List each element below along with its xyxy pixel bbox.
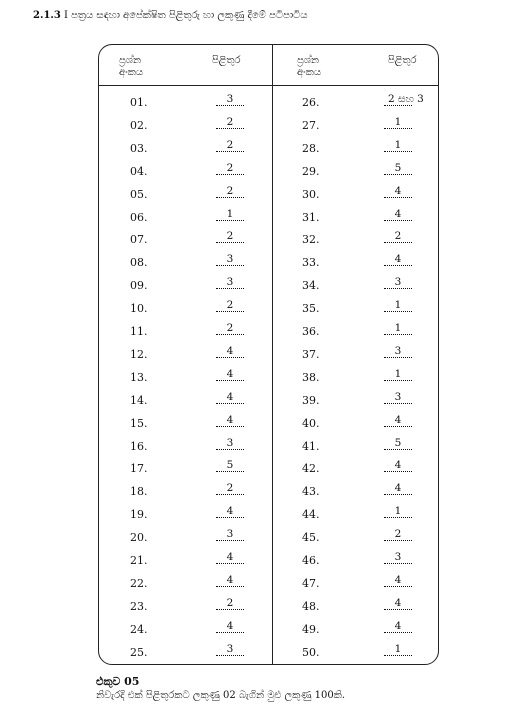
question-number: 39. — [302, 393, 320, 407]
answer-dotted-line — [216, 609, 244, 610]
question-number: 26. — [302, 96, 320, 109]
answer-dotted-line — [384, 357, 412, 358]
answer-dotted-line — [216, 471, 244, 472]
question-number: 22. — [130, 576, 148, 590]
answer-dotted-line — [384, 494, 412, 495]
answer-value: 4 — [394, 413, 402, 426]
table-row — [130, 231, 256, 247]
answer-value: 4 — [226, 390, 234, 403]
question-number: 17. — [130, 462, 148, 476]
answer-dotted-line — [384, 197, 412, 198]
table-row — [302, 231, 424, 247]
question-number: 44. — [302, 508, 320, 522]
question-number: 46. — [302, 554, 320, 567]
answer-value: 1 — [394, 367, 402, 380]
answer-dotted-line — [216, 151, 244, 152]
table-row — [130, 506, 256, 522]
table-row — [302, 415, 424, 431]
answer-dotted-line — [384, 128, 412, 129]
table-row — [130, 598, 256, 614]
question-number: 11. — [130, 325, 148, 338]
answer-dotted-line — [384, 517, 412, 518]
table-row — [130, 346, 256, 362]
table-row — [302, 552, 424, 568]
table-row — [130, 438, 256, 454]
answer-value: 4 — [394, 482, 402, 495]
answer-dotted-line — [216, 265, 244, 266]
answer-value: 4 — [226, 344, 234, 357]
answer-dotted-line — [384, 471, 412, 472]
answer-dotted-line — [384, 380, 412, 381]
answer-value: 5 — [394, 161, 402, 174]
question-number: 18. — [130, 485, 148, 499]
table-row — [130, 209, 256, 225]
answer-value: 1 — [394, 642, 402, 655]
answer-value: 3 — [394, 390, 402, 403]
answer-dotted-line — [216, 655, 244, 656]
table-row — [302, 277, 424, 293]
answer-dotted-line — [384, 311, 412, 312]
table-row — [302, 575, 424, 591]
table-row — [302, 460, 424, 476]
answer-value: 2 — [226, 230, 234, 243]
answer-dotted-line — [216, 380, 244, 381]
answer-dotted-line — [384, 426, 412, 427]
answer-dotted-line — [216, 357, 244, 358]
answer-value: 3 — [226, 253, 234, 266]
answer-dotted-line — [384, 151, 412, 152]
answer-value: 4 — [394, 207, 402, 220]
answer-dotted-line — [216, 128, 244, 129]
table-row — [130, 415, 256, 431]
answer-value: 4 — [226, 573, 234, 586]
answer-value: 2 — [394, 528, 402, 541]
table-row — [302, 598, 424, 614]
table-row — [302, 346, 424, 362]
answer-value: 4 — [226, 413, 234, 426]
table-row — [130, 575, 256, 591]
table-row — [302, 644, 424, 660]
question-number: 24. — [130, 622, 148, 636]
table-row — [130, 552, 256, 568]
question-number: 15. — [130, 416, 148, 430]
answer-dotted-line — [216, 632, 244, 633]
answer-dotted-line — [384, 174, 412, 175]
answer-dotted-line — [384, 655, 412, 656]
table-row — [130, 323, 256, 339]
question-number: 19. — [130, 508, 148, 522]
answer-value: 1 — [226, 207, 234, 220]
answer-dotted-line — [384, 105, 412, 106]
answer-dotted-line — [216, 586, 244, 587]
question-number: 38. — [302, 370, 320, 384]
answer-dotted-line — [384, 586, 412, 587]
table-row — [302, 483, 424, 499]
question-number: 20. — [130, 531, 148, 545]
answer-value: 3 — [226, 528, 234, 541]
question-number: 28. — [302, 141, 320, 155]
question-number: 30. — [302, 187, 320, 201]
answer-value: 4 — [394, 184, 402, 197]
table-row — [302, 369, 424, 385]
answer-dotted-line — [384, 403, 412, 404]
answer-value: 4 — [394, 573, 402, 586]
table-row — [302, 140, 424, 156]
answer-value: 4 — [394, 459, 402, 472]
question-number: 45. — [302, 531, 320, 545]
question-number: 27. — [302, 118, 320, 132]
table-row — [302, 621, 424, 637]
question-number: 08. — [130, 256, 148, 270]
answer-value: 3 — [226, 436, 234, 449]
answer-value: 4 — [226, 551, 234, 563]
answer-value: 3 — [226, 276, 234, 289]
answer-dotted-line — [384, 220, 412, 221]
section-heading — [33, 9, 308, 23]
answer-value: 3 — [394, 276, 402, 289]
answer-dotted-line — [216, 540, 244, 541]
answer-dotted-line — [384, 265, 412, 266]
answer-value: 4 — [226, 619, 234, 632]
answer-value: 1 — [394, 115, 402, 128]
right-question-no-header: ප්‍රශ්න අංකය — [297, 55, 322, 78]
question-number: 13. — [130, 370, 148, 384]
question-number: 42. — [302, 462, 320, 476]
question-number: 35. — [302, 302, 320, 316]
question-number: 29. — [302, 164, 320, 178]
question-number: 37. — [302, 347, 320, 361]
table-row — [130, 369, 256, 385]
answer-dotted-line — [216, 105, 244, 106]
answer-dotted-line — [216, 449, 244, 450]
answer-value: 4 — [226, 505, 234, 518]
answer-value: 2 — [226, 161, 234, 174]
table-row — [130, 163, 256, 179]
right-answer-header: පිළිතුර — [388, 55, 417, 66]
table-row — [302, 163, 424, 179]
answer-dotted-line — [216, 311, 244, 312]
table-row — [302, 209, 424, 225]
table-row — [130, 483, 256, 499]
question-number: 06. — [130, 210, 148, 224]
answer-dotted-line — [216, 242, 244, 243]
question-number: 09. — [130, 279, 148, 293]
unit-title: එකුව 05 — [96, 675, 140, 688]
question-number: 12. — [130, 347, 148, 361]
question-number: 32. — [302, 233, 320, 247]
answer-value: 4 — [394, 596, 402, 609]
question-number: 34. — [302, 279, 320, 293]
answer-dotted-line — [216, 220, 244, 221]
question-number: 10. — [130, 302, 148, 316]
question-number: 25. — [130, 645, 148, 659]
table-row — [302, 186, 424, 202]
question-number: 40. — [302, 416, 320, 430]
table-row — [130, 117, 256, 133]
section-number: 2.1.3 — [33, 10, 61, 21]
table-row — [302, 438, 424, 454]
answer-value: 2 — [226, 115, 234, 128]
question-number: 21. — [130, 554, 148, 567]
table-row — [130, 300, 256, 316]
answer-value: 1 — [394, 322, 402, 334]
answer-value: 2 — [226, 138, 234, 151]
answer-value: 2 සහ 3 — [388, 93, 424, 105]
question-number: 49. — [302, 622, 320, 636]
question-number: 43. — [302, 485, 320, 499]
table-row — [302, 254, 424, 270]
answer-dotted-line — [216, 494, 244, 495]
answer-value: 5 — [226, 459, 234, 472]
question-number: 33. — [302, 256, 320, 270]
answer-value: 2 — [226, 322, 234, 334]
table-row — [302, 300, 424, 316]
question-number: 23. — [130, 599, 148, 613]
table-row — [130, 94, 256, 110]
answer-value: 2 — [226, 596, 234, 609]
answer-value: 3 — [394, 344, 402, 357]
answer-value: 1 — [394, 138, 402, 151]
answer-value: 5 — [394, 436, 402, 449]
answer-dotted-line — [384, 563, 412, 564]
left-answer-header: පිළිතුර — [212, 55, 241, 66]
answer-value: 2 — [226, 299, 234, 312]
table-row — [130, 621, 256, 637]
answer-dotted-line — [216, 288, 244, 289]
answer-dotted-line — [216, 517, 244, 518]
question-number: 04. — [130, 164, 148, 178]
answer-dotted-line — [216, 174, 244, 175]
question-number: 16. — [130, 439, 148, 453]
table-row — [130, 392, 256, 408]
question-number: 07. — [130, 233, 148, 247]
section-title: I පත්‍රය සඳහා අපේක්ෂිත පිළිතුරු හා ලකුණු දීමේ පටිපාටිය — [64, 10, 308, 21]
question-number: 02. — [130, 118, 148, 132]
answer-value: 1 — [394, 299, 402, 312]
table-row — [130, 529, 256, 545]
table-row — [302, 529, 424, 545]
question-number: 31. — [302, 210, 320, 224]
marking-note: නිවැරදි එක් පිළිතුරකට ලකුණු 02 බැගින් මුළු ලකුණු 100කි. — [96, 690, 346, 701]
answer-value: 2 — [394, 230, 402, 243]
answer-dotted-line — [216, 197, 244, 198]
question-number: 50. — [302, 645, 320, 659]
table-row — [302, 323, 424, 339]
answer-value: 3 — [226, 93, 234, 105]
table-row — [302, 117, 424, 133]
table-row — [130, 140, 256, 156]
table-row — [302, 94, 424, 110]
answer-dotted-line — [384, 334, 412, 335]
answer-value: 4 — [226, 367, 234, 380]
question-number: 14. — [130, 393, 148, 407]
question-number: 05. — [130, 187, 148, 201]
answer-value: 3 — [394, 551, 402, 563]
column-divider — [272, 44, 273, 665]
question-number: 47. — [302, 576, 320, 590]
answer-value: 4 — [394, 619, 402, 632]
left-question-no-header: ප්‍රශ්න අංකය — [119, 55, 144, 78]
question-number: 01. — [130, 96, 148, 109]
answer-dotted-line — [384, 632, 412, 633]
answer-value: 1 — [394, 505, 402, 518]
table-row — [130, 644, 256, 660]
answer-dotted-line — [216, 426, 244, 427]
table-row — [130, 460, 256, 476]
table-row — [130, 254, 256, 270]
answer-value: 4 — [394, 253, 402, 266]
answer-dotted-line — [384, 540, 412, 541]
table-row — [302, 392, 424, 408]
answer-dotted-line — [384, 242, 412, 243]
answer-dotted-line — [384, 449, 412, 450]
answer-value: 2 — [226, 184, 234, 197]
question-number: 48. — [302, 599, 320, 613]
table-row — [302, 506, 424, 522]
question-number: 36. — [302, 325, 320, 338]
answer-dotted-line — [216, 563, 244, 564]
answer-value: 3 — [226, 642, 234, 655]
question-number: 41. — [302, 439, 320, 453]
table-row — [130, 277, 256, 293]
answer-value: 2 — [226, 482, 234, 495]
answer-dotted-line — [216, 334, 244, 335]
answer-dotted-line — [216, 403, 244, 404]
answer-dotted-line — [384, 288, 412, 289]
table-row — [130, 186, 256, 202]
header-divider — [98, 85, 439, 86]
answer-dotted-line — [384, 609, 412, 610]
question-number: 03. — [130, 141, 148, 155]
